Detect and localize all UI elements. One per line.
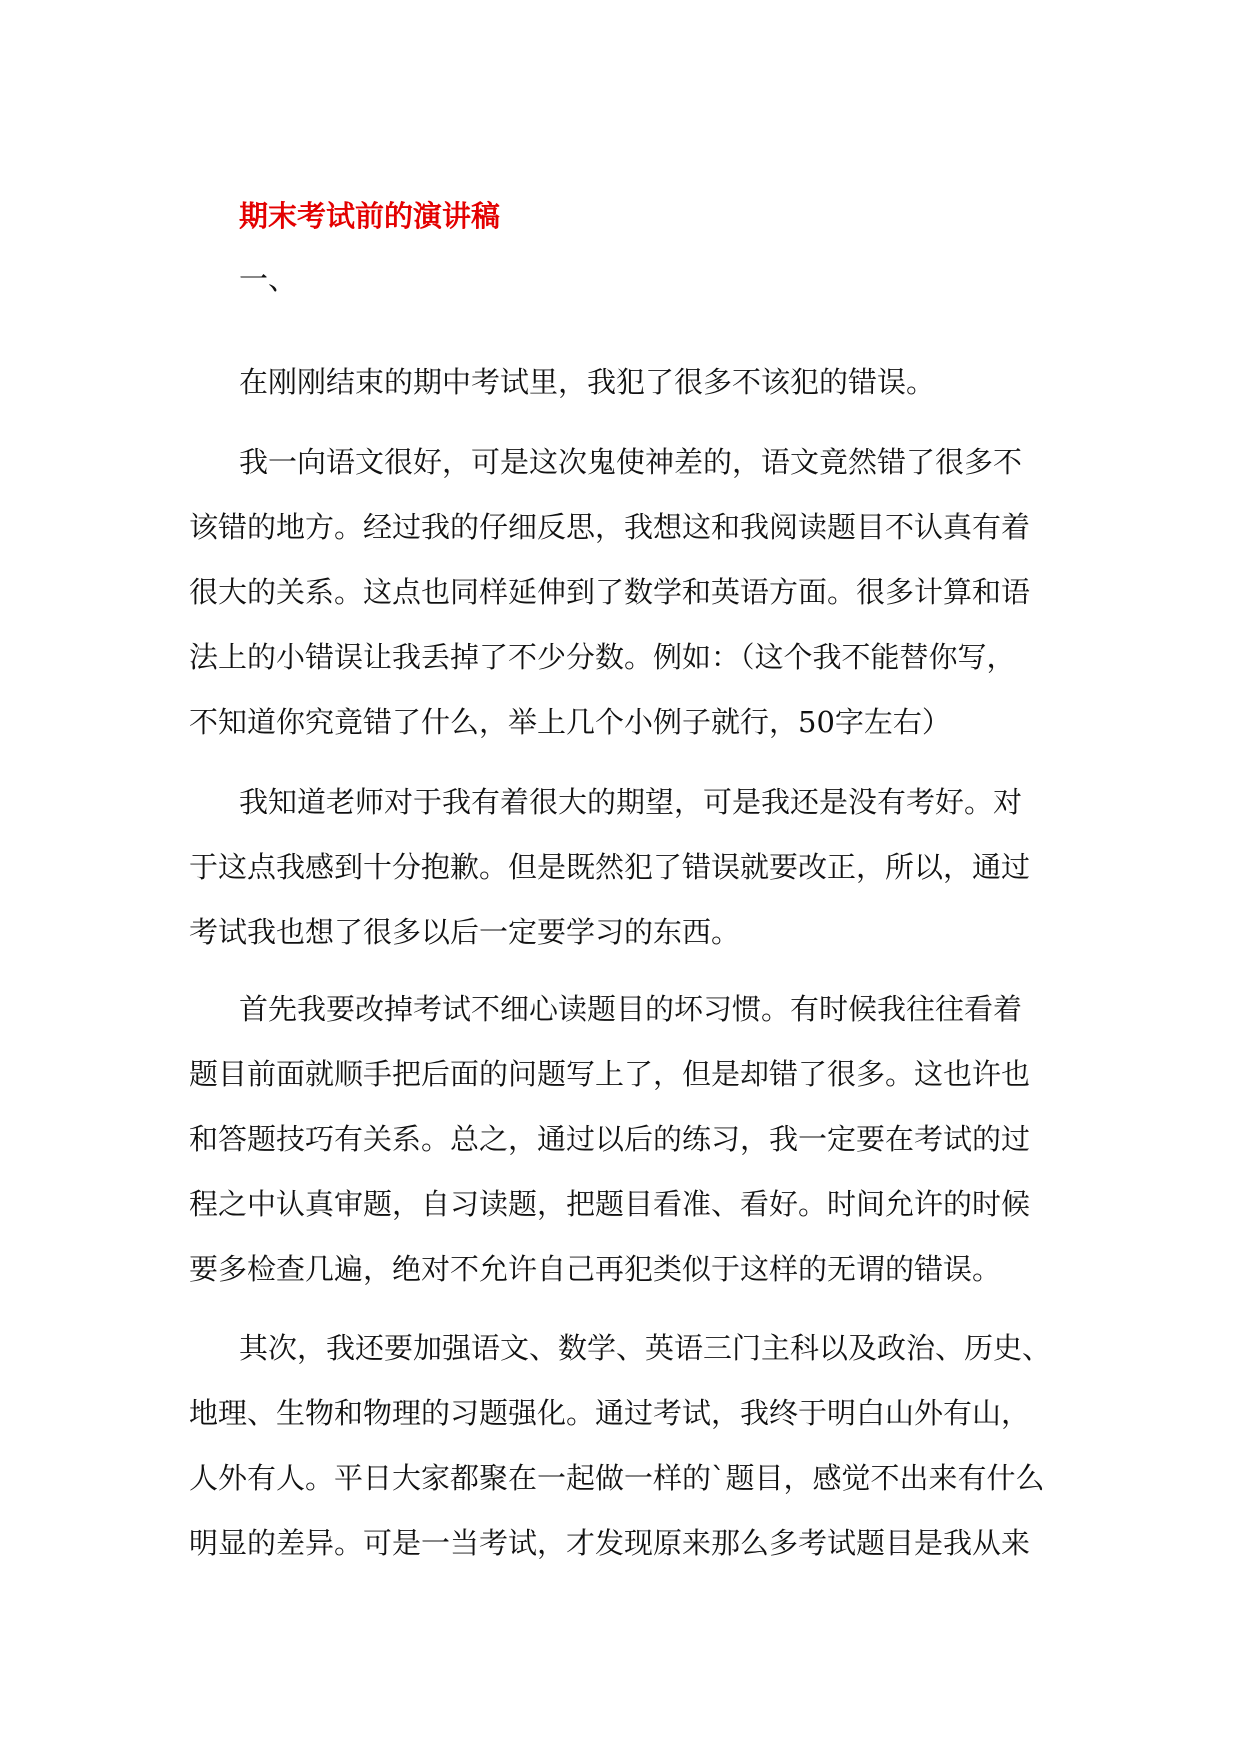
paragraph-5 xyxy=(189,1316,1052,1576)
paragraph-line: 不知道你究竟错了什么，举上几个小例子就行，50字左右） xyxy=(189,705,951,739)
paragraph-line: 法上的小错误让我丢掉了不少分数。例如：（这个我不能替你写， xyxy=(189,640,1016,674)
paragraph-3 xyxy=(189,770,1049,965)
paragraph-line: 其次，我还要加强语文、数学、英语三门主科以及政治、历史、 xyxy=(239,1331,1052,1365)
paragraph-line: 地理、生物和物理的习题强化。通过考试，我终于明白山外有山， xyxy=(189,1396,1031,1430)
paragraph-line: 题目前面就顺手把后面的问题写上了，但是却错了很多。这也许也 xyxy=(189,1057,1031,1091)
paragraph-4 xyxy=(189,977,1049,1302)
paragraph-line: 人外有人。平日大家都聚在一起做一样的`题目，感觉不出来有什么 xyxy=(189,1461,1045,1495)
paragraph-line: 我知道老师对于我有着很大的期望，可是我还是没有考好。对 xyxy=(239,785,1023,819)
paragraph-line: 该错的地方。经过我的仔细反思，我想这和我阅读题目不认真有着 xyxy=(189,510,1031,544)
paragraph-line: 和答题技巧有关系。总之，通过以后的练习，我一定要在考试的过 xyxy=(189,1122,1031,1156)
section-number: 一、 xyxy=(239,262,298,296)
paragraph-line: 要多检查几遍，绝对不允许自己再犯类似于这样的无谓的错误。 xyxy=(189,1252,1002,1286)
paragraph-line: 我一向语文很好，可是这次鬼使神差的，语文竟然错了很多不 xyxy=(239,445,1023,479)
document-title: 期末考试前的演讲稿 xyxy=(239,199,501,233)
paragraph-line: 很大的关系。这点也同样延伸到了数学和英语方面。很多计算和语 xyxy=(189,575,1031,609)
paragraph-1 xyxy=(189,350,1049,415)
paragraph-line: 首先我要改掉考试不细心读题目的坏习惯。有时候我往往看着 xyxy=(239,992,1023,1026)
paragraph-line: 于这点我感到十分抱歉。但是既然犯了错误就要改正，所以，通过 xyxy=(189,850,1031,884)
paragraph-line: 考试我也想了很多以后一定要学习的东西。 xyxy=(189,915,741,949)
paragraph-line: 明显的差异。可是一当考试，才发现原来那么多考试题目是我从来 xyxy=(189,1526,1031,1560)
paragraph-line: 在刚刚结束的期中考试里，我犯了很多不该犯的错误。 xyxy=(239,365,936,399)
paragraph-line: 程之中认真审题，自习读题，把题目看准、看好。时间允许的时候 xyxy=(189,1187,1031,1221)
paragraph-2 xyxy=(189,430,1049,755)
